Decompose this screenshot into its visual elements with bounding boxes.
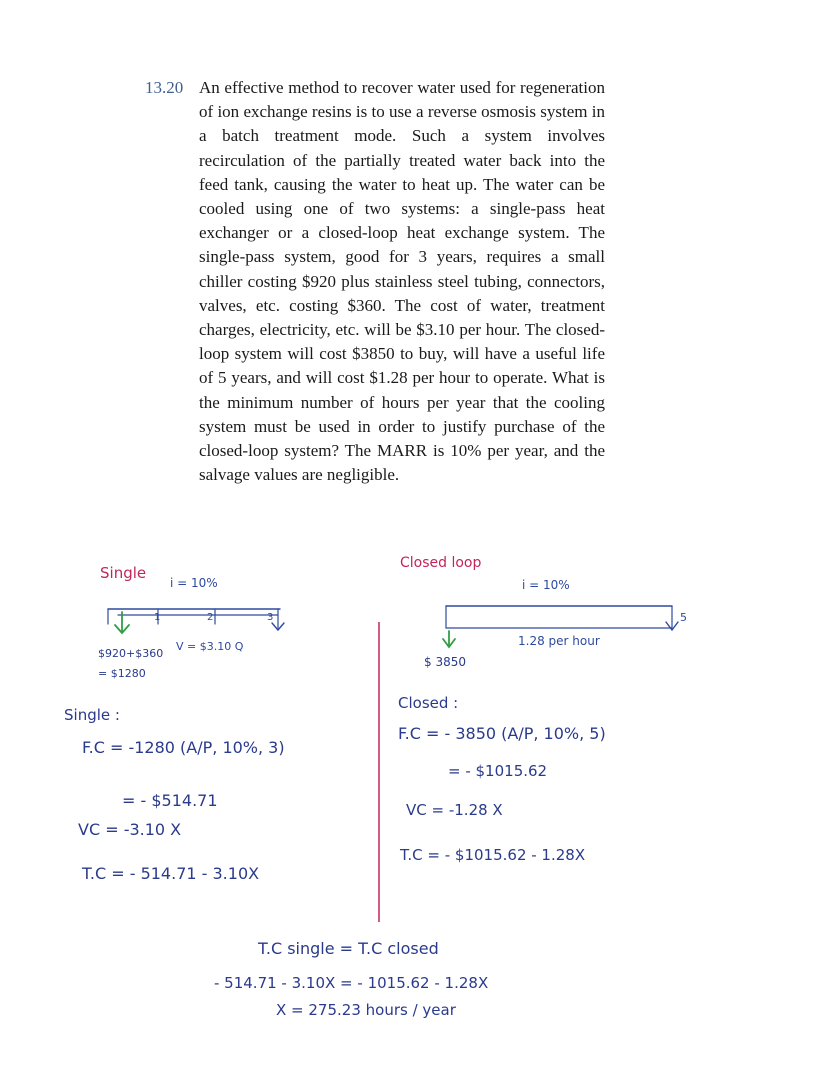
single-cash-flow-diagram [108,609,284,633]
single-total-cost: T.C = - 514.71 - 3.10X [82,864,260,883]
closed-title: Closed loop [400,555,482,571]
single-title: Single [100,564,147,582]
closed-variable-cost: VC = -1.28 X [406,801,503,819]
single-heading: Single : [64,706,120,724]
closed-rate: i = 10% [522,578,570,592]
single-fixed-cost-value: = - $514.71 [122,791,218,810]
problem-text: An effective method to recover water used for regeneration of ion exchange resins is to use a reverse osmosis system in a batch treatment mode. Such a system involves recirculation of the partially treated water back into the feed tank, causing the water to heat up. The water can be cooled using one of two systems: a single-pass heat exchanger or a closed-loop heat exchange system. The single-pass system, good for 3 years, requires a small chiller costing $920 plus stainless steel tubing, connectors, valves, etc. costing $360. The cost of water, treatment charges, electricity, etc. will be $3.10 per hour. The closed-loop system will cost $3850 to buy, will have a useful life of 5 years, and will cost $1.28 per hour to operate. What is the minimum number of hours per year that the cooling system must be used in order to justify purchase of the closed-loop system? The MARR is 10% per year, and the salvage values are negligible. [199,78,605,485]
equation-setup: - 514.71 - 3.10X = - 1015.62 - 1.28X [214,974,489,992]
single-tick-label-3: 3 [267,612,274,623]
solution-hours: X = 275.23 hours / year [276,1001,456,1019]
closed-fixed-cost: F.C = - 3850 (A/P, 10%, 5) [398,724,606,743]
single-fixed-cost: F.C = -1280 (A/P, 10%, 3) [82,738,285,757]
single-variable-cost: VC = -3.10 X [78,820,182,839]
equate-total-costs: T.C single = T.C closed [258,939,439,958]
problem-number: 13.20 [145,78,184,97]
closed-heading: Closed : [398,694,459,712]
single-tick-label-1: 1 [154,612,161,623]
single-rate: i = 10% [170,576,218,590]
single-cost-note: V = $3.10 Q [176,640,244,653]
single-first-cost: $920+$360 [98,647,164,660]
closed-tick-label-5: 5 [680,611,687,624]
single-tick-label-2: 2 [207,612,214,623]
closed-cost-note: 1.28 per hour [518,634,600,648]
closed-fixed-cost-value: = - $1015.62 [448,762,548,780]
closed-total-cost: T.C = - $1015.62 - 1.28X [400,846,586,864]
closed-first-cost: $ 3850 [424,655,466,669]
single-first-cost-total: = $1280 [98,667,146,680]
